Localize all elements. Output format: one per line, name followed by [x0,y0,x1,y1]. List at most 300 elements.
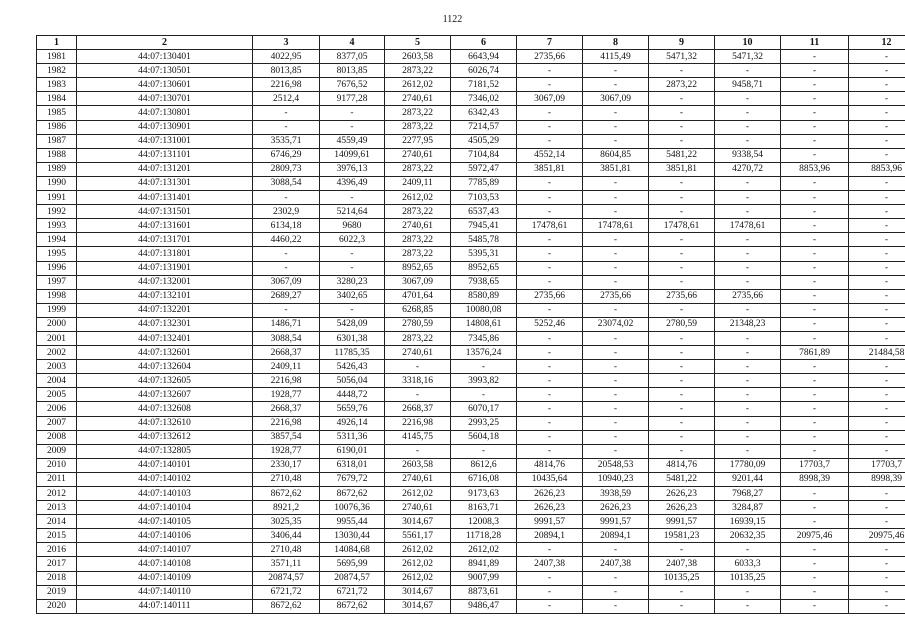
table-cell: 2873,22 [385,247,451,261]
table-cell: - [781,261,849,275]
table-cell: 2001 [37,331,77,345]
table-cell: 1987 [37,134,77,148]
table-cell: 1981 [37,50,77,64]
table-cell: 2740,61 [385,92,451,106]
table-cell: - [517,444,583,458]
table-cell: 4926,14 [320,416,385,430]
table-cell: - [451,360,517,374]
table-cell: - [781,106,849,120]
table-cell: - [517,106,583,120]
table-cell: 1982 [37,64,77,78]
table-cell: - [849,487,905,501]
table-body [37,50,905,614]
table-cell: 3067,09 [385,275,451,289]
table-cell: 8853,96 [849,162,905,176]
table-cell: - [583,543,649,557]
table-cell: - [781,444,849,458]
table-cell: - [715,205,781,219]
table-cell: - [849,416,905,430]
table-cell: - [517,402,583,416]
table-cell: - [583,64,649,78]
table-cell: - [781,487,849,501]
table-row [37,388,905,402]
table-cell: 9177,28 [320,92,385,106]
table-row [37,64,905,78]
table-cell: - [849,331,905,345]
table-cell: 2005 [37,388,77,402]
table-cell: 1998 [37,289,77,303]
table-cell: - [451,444,517,458]
table-cell: - [715,388,781,402]
table-cell: - [517,275,583,289]
table-cell: 2873,22 [385,162,451,176]
table-cell: 2626,23 [649,487,715,501]
table-cell: 44:07:131501 [77,205,253,219]
column-header: 8 [583,36,649,50]
table-cell: - [849,78,905,92]
table-cell: - [385,388,451,402]
table-cell: 8604,85 [583,148,649,162]
table-cell: - [649,303,715,317]
table-cell: 2873,22 [385,106,451,120]
table-cell: 6070,17 [451,402,517,416]
column-header: 5 [385,36,451,50]
table-cell: 1985 [37,106,77,120]
table-cell: 5471,32 [649,50,715,64]
table-cell: 2740,61 [385,346,451,360]
table-cell: - [781,557,849,571]
table-cell: 8952,65 [451,261,517,275]
table-cell: 9007,99 [451,571,517,585]
table-cell: - [849,515,905,529]
table-cell: 6026,74 [451,64,517,78]
table-cell: - [781,374,849,388]
table-cell: - [849,106,905,120]
table-cell: - [781,543,849,557]
table-cell: 2873,22 [385,331,451,345]
table-cell: 5252,46 [517,317,583,331]
table-row [37,134,905,148]
table-cell: 4505,29 [451,134,517,148]
table-cell: 44:07:130501 [77,64,253,78]
table-cell: 7345,86 [451,331,517,345]
table-cell: 3976,13 [320,162,385,176]
table-cell: 1993 [37,219,77,233]
table-cell: 5311,36 [320,430,385,444]
table-cell: - [517,120,583,134]
table-cell: 6268,85 [385,303,451,317]
table-cell: 4270,72 [715,162,781,176]
table-cell: 5695,99 [320,557,385,571]
table-cell: - [781,78,849,92]
table-cell: 2216,98 [253,78,320,92]
table-cell: 2612,02 [385,191,451,205]
table-cell: 2015 [37,529,77,543]
table-row [37,360,905,374]
table-cell: - [781,289,849,303]
table-cell: - [517,360,583,374]
table-cell: - [715,585,781,599]
table-cell: 9486,47 [451,599,517,613]
table-cell: 2603,58 [385,458,451,472]
table-cell: 2612,02 [385,557,451,571]
table-cell: 4814,76 [649,458,715,472]
table-cell: - [715,416,781,430]
table-cell: 23074,02 [583,317,649,331]
table-cell: - [781,360,849,374]
table-cell: 17478,61 [583,219,649,233]
table-cell: - [517,416,583,430]
table-cell: - [583,402,649,416]
table-row [37,458,905,472]
table-cell: 44:07:132001 [77,275,253,289]
table-cell: 9458,71 [715,78,781,92]
table-row [37,416,905,430]
table-cell: - [849,219,905,233]
table-cell: - [649,374,715,388]
table-cell: 4145,75 [385,430,451,444]
table-cell: - [253,191,320,205]
table-cell: 10135,25 [715,571,781,585]
column-header: 6 [451,36,517,50]
table-cell: 2993,25 [451,416,517,430]
table-cell: - [517,585,583,599]
table-cell: 3025,35 [253,515,320,529]
column-header: 9 [649,36,715,50]
table-cell: 8672,62 [320,599,385,613]
table-cell: 3402,65 [320,289,385,303]
table-cell: 19581,23 [649,529,715,543]
table-cell: 2689,27 [253,289,320,303]
table-row [37,120,905,134]
table-cell: - [649,106,715,120]
table-cell: - [849,261,905,275]
table-cell: 44:07:132608 [77,402,253,416]
table-cell: 2740,61 [385,501,451,515]
table-cell: 2710,48 [253,472,320,486]
table-cell: 44:07:140109 [77,571,253,585]
table-cell: - [781,416,849,430]
table-cell: 9991,57 [517,515,583,529]
table-cell: 3535,71 [253,134,320,148]
table-cell: 44:07:130701 [77,92,253,106]
table-cell: - [849,92,905,106]
table-cell: 2004 [37,374,77,388]
table-cell: - [715,176,781,190]
table-cell: 20975,46 [849,529,905,543]
table-cell: - [517,233,583,247]
table-row [37,557,905,571]
table-cell: 6190,01 [320,444,385,458]
column-header: 4 [320,36,385,50]
table-cell: 2277,95 [385,134,451,148]
table-cell: - [583,261,649,275]
table-row [37,331,905,345]
table-cell: - [781,134,849,148]
table-cell: 14084,68 [320,543,385,557]
table-cell: - [781,191,849,205]
table-cell: 6033,3 [715,557,781,571]
table-cell: 44:07:130601 [77,78,253,92]
table-cell: 7945,41 [451,219,517,233]
table-cell: - [715,120,781,134]
table-cell: 2740,61 [385,219,451,233]
table-cell: 1928,77 [253,388,320,402]
table-cell: - [583,374,649,388]
table-cell: - [517,78,583,92]
table-row [37,148,905,162]
table-cell: 5395,31 [451,247,517,261]
table-cell: 2626,23 [583,501,649,515]
table-cell: - [517,331,583,345]
table-cell: - [781,430,849,444]
table-cell: 44:07:130401 [77,50,253,64]
table-cell: - [649,430,715,444]
table-cell: - [253,120,320,134]
table-row [37,106,905,120]
table-cell: - [583,303,649,317]
table-cell: - [849,134,905,148]
table-cell: 20894,1 [517,529,583,543]
table-cell: 7346,02 [451,92,517,106]
table-cell: 2612,02 [385,571,451,585]
table-cell: 44:07:131601 [77,219,253,233]
table-cell: 20632,35 [715,529,781,543]
table-row [37,247,905,261]
table-cell: - [781,247,849,261]
table-cell: 2740,61 [385,472,451,486]
table-cell: - [649,346,715,360]
data-table [36,35,905,614]
table-cell: - [320,247,385,261]
table-cell: 8853,96 [781,162,849,176]
table-cell: 6716,08 [451,472,517,486]
table-cell: 2873,22 [649,78,715,92]
table-cell: 20975,46 [781,529,849,543]
table-cell: 7679,72 [320,472,385,486]
table-cell: 2668,37 [253,402,320,416]
table-cell: 6721,72 [320,585,385,599]
table-cell: 1486,71 [253,317,320,331]
table-cell: 2612,02 [385,78,451,92]
table-cell: - [649,176,715,190]
table-cell: - [583,78,649,92]
table-cell: - [849,388,905,402]
table-cell: 2009 [37,444,77,458]
table-cell: - [849,585,905,599]
table-cell: - [715,599,781,613]
table-cell: 2020 [37,599,77,613]
table-cell: - [781,275,849,289]
table-row [37,233,905,247]
table-cell: - [649,275,715,289]
table-cell: 44:07:140101 [77,458,253,472]
table-cell: 2873,22 [385,120,451,134]
table-cell: 2216,98 [253,416,320,430]
table-cell: 5481,22 [649,148,715,162]
table-cell: 2626,23 [517,487,583,501]
table-cell: 2006 [37,402,77,416]
table-cell: 6746,29 [253,148,320,162]
table-cell: 1990 [37,176,77,190]
table-cell: - [849,501,905,515]
table-cell: 2010 [37,458,77,472]
table-cell: 44:07:140105 [77,515,253,529]
table-cell: - [781,205,849,219]
table-cell: 2735,66 [517,50,583,64]
table-cell: 9680 [320,219,385,233]
table-cell: 4396,49 [320,176,385,190]
table-cell: 2612,02 [385,543,451,557]
table-cell: 44:07:140102 [77,472,253,486]
table-row [37,303,905,317]
table-cell: - [583,106,649,120]
table-cell: 2407,38 [649,557,715,571]
table-cell: 10080,08 [451,303,517,317]
table-cell: 3851,81 [649,162,715,176]
table-cell: - [583,191,649,205]
table-row [37,444,905,458]
table-row [37,529,905,543]
table-cell: - [583,599,649,613]
table-cell: - [849,571,905,585]
table-cell: 2409,11 [253,360,320,374]
table-cell: 44:07:132805 [77,444,253,458]
table-cell: 2735,66 [583,289,649,303]
table-cell: 8952,65 [385,261,451,275]
table-cell: 4022,95 [253,50,320,64]
table-cell: 44:07:140107 [77,543,253,557]
table-cell: 3088,54 [253,331,320,345]
table-cell: 2668,37 [385,402,451,416]
table-cell: 14808,61 [451,317,517,331]
table-row [37,78,905,92]
table-cell: 1986 [37,120,77,134]
column-header: 11 [781,36,849,50]
table-cell: 13030,44 [320,529,385,543]
table-cell: 2016 [37,543,77,557]
table-cell: 10940,23 [583,472,649,486]
table-cell: - [385,444,451,458]
column-header: 12 [849,36,905,50]
table-cell: 8672,62 [253,599,320,613]
table-row [37,317,905,331]
page-number: 1122 [442,14,463,25]
table-cell: - [649,233,715,247]
table-cell: - [849,430,905,444]
table-cell: 5428,09 [320,317,385,331]
column-header: 3 [253,36,320,50]
table-cell: 3993,82 [451,374,517,388]
table-cell: 2710,48 [253,543,320,557]
table-cell: 8873,61 [451,585,517,599]
table-cell: 1996 [37,261,77,275]
table-cell: 44:07:132607 [77,388,253,402]
column-header: 2 [77,36,253,50]
table-cell: 2668,37 [253,346,320,360]
table-cell: - [781,571,849,585]
table-cell: 2612,02 [451,543,517,557]
table-cell: - [583,571,649,585]
table-cell: 5481,22 [649,472,715,486]
table-cell: 44:07:140108 [77,557,253,571]
table-cell: - [849,148,905,162]
table-cell: - [781,402,849,416]
table-cell: - [781,585,849,599]
table-row [37,487,905,501]
table-cell: - [583,134,649,148]
table-row [37,585,905,599]
table-cell: - [849,303,905,317]
table-row [37,191,905,205]
table-cell: 3014,67 [385,599,451,613]
table-cell: - [781,120,849,134]
table-cell: - [715,331,781,345]
table-cell: - [781,50,849,64]
table-cell: - [583,388,649,402]
table-cell: - [517,543,583,557]
table-cell: 7861,89 [781,346,849,360]
table-cell: 7938,65 [451,275,517,289]
table-cell: 5972,47 [451,162,517,176]
table-cell: 4552,14 [517,148,583,162]
table-cell: 44:07:140110 [77,585,253,599]
table-cell: 10135,25 [649,571,715,585]
column-header: 1 [37,36,77,50]
table-cell: - [849,205,905,219]
table-cell: - [781,176,849,190]
table-cell: - [583,233,649,247]
table-cell: 10076,36 [320,501,385,515]
table-cell: - [517,64,583,78]
table-row [37,430,905,444]
table-cell: - [253,303,320,317]
table-cell: 11718,28 [451,529,517,543]
table-cell: 2873,22 [385,64,451,78]
table-cell: 44:07:131901 [77,261,253,275]
table-cell: - [649,134,715,148]
table-cell: 3857,54 [253,430,320,444]
table-cell: - [849,374,905,388]
table-row [37,219,905,233]
table-cell: 2007 [37,416,77,430]
table-cell: - [715,92,781,106]
table-cell: 1995 [37,247,77,261]
table-cell: - [517,303,583,317]
table-cell: 8672,62 [253,487,320,501]
table-cell: 6342,43 [451,106,517,120]
table-cell: 3571,11 [253,557,320,571]
table-cell: - [583,176,649,190]
table-cell: - [649,444,715,458]
table-cell: - [849,176,905,190]
table-row [37,162,905,176]
table-cell: 2012 [37,487,77,501]
table-cell: 44:07:131801 [77,247,253,261]
table-cell: - [781,599,849,613]
table-cell: 1984 [37,92,77,106]
table-cell: 8163,71 [451,501,517,515]
table-cell: 3284,87 [715,501,781,515]
table-cell: - [849,599,905,613]
table-cell: 1991 [37,191,77,205]
table-cell: 3280,23 [320,275,385,289]
table-cell: 7104,84 [451,148,517,162]
table-cell: 1997 [37,275,77,289]
table-cell: - [715,543,781,557]
table-cell: - [649,360,715,374]
table-cell: 44:07:132301 [77,317,253,331]
